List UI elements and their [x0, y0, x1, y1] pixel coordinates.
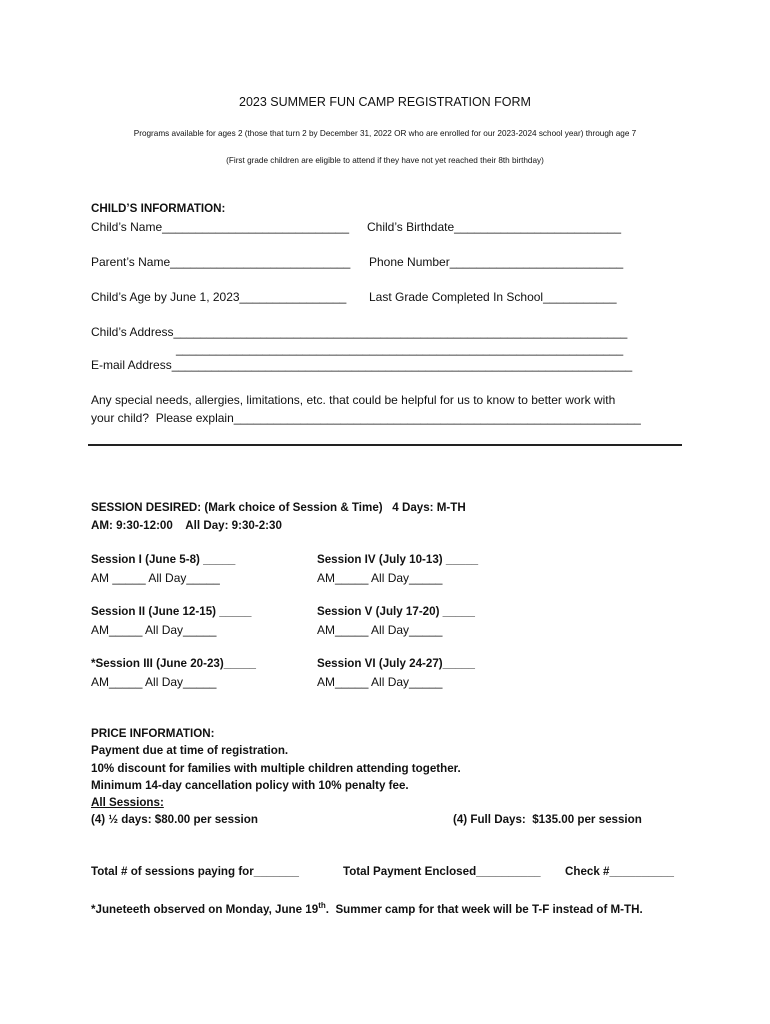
price-payment-note: Payment due at time of registration.: [91, 744, 289, 757]
check-number-field[interactable]: Check #__________: [565, 865, 674, 878]
session-4-field[interactable]: Session IV (July 10-13) _____: [317, 553, 479, 566]
session-4-options[interactable]: AM_____ All Day_____: [317, 571, 443, 585]
session-2-options[interactable]: AM_____ All Day_____: [91, 623, 217, 637]
last-grade-field[interactable]: Last Grade Completed In School___________: [369, 290, 617, 304]
childs-age-field[interactable]: Child’s Age by June 1, 2023________________: [91, 290, 347, 304]
age-eligibility-note: Programs available for ages 2 (those that turn 2 by December 31, 2022 OR who are enrolled for our 2023-2024 school year) through age 7: [133, 129, 637, 138]
price-cancellation-note: Minimum 14-day cancellation policy with 10% penalty fee.: [91, 779, 409, 792]
first-grade-note: (First grade children are eligible to attend if they have not yet reached their 8th birthday): [226, 156, 544, 165]
phone-number-field[interactable]: Phone Number__________________________: [369, 255, 624, 269]
address-line-2-field[interactable]: ___________________________________________________________________: [176, 342, 624, 356]
juneteenth-footnote: [91, 901, 643, 917]
total-payment-field[interactable]: Total Payment Enclosed__________: [343, 865, 541, 878]
footnote-superscript: th: [318, 901, 326, 910]
total-sessions-field[interactable]: Total # of sessions paying for_______: [91, 865, 299, 878]
special-needs-prompt: Any special needs, allergies, limitations, etc. that could be helpful for us to know to better work with: [91, 393, 616, 407]
all-sessions-label: All Sessions:: [91, 796, 164, 809]
session-3-options[interactable]: AM_____ All Day_____: [91, 675, 217, 689]
session-6-field[interactable]: Session VI (July 24-27)_____: [317, 657, 475, 670]
session-5-field[interactable]: Session V (July 17-20) _____: [317, 605, 475, 618]
special-needs-field[interactable]: your child? Please explain_____________________________________________________________: [91, 411, 641, 425]
childs-address-field[interactable]: Child’s Address____________________________________________________________________: [91, 325, 628, 339]
session-times: AM: 9:30-12:00 All Day: 9:30-2:30: [91, 519, 282, 532]
full-day-price: (4) Full Days: $135.00 per session: [453, 813, 642, 826]
childs-info-heading: CHILD’S INFORMATION:: [91, 202, 226, 215]
email-address-field[interactable]: E-mail Address_____________________________________________________________________: [91, 358, 633, 372]
session-6-options[interactable]: AM_____ All Day_____: [317, 675, 443, 689]
parents-name-field[interactable]: Parent’s Name___________________________: [91, 255, 351, 269]
session-1-field[interactable]: Session I (June 5-8) _____: [91, 553, 236, 566]
footnote-text: *Juneteeth observed on Monday, June 19: [91, 902, 319, 916]
price-heading: PRICE INFORMATION:: [91, 727, 215, 740]
footnote-text-end: . Summer camp for that week will be T-F instead of M-TH.: [325, 902, 643, 916]
session-3-field[interactable]: *Session III (June 20-23)_____: [91, 657, 256, 670]
price-discount-note: 10% discount for families with multiple children attending together.: [91, 762, 461, 775]
childs-birthdate-field[interactable]: Child’s Birthdate_________________________: [367, 220, 622, 234]
session-2-field[interactable]: Session II (June 12-15) _____: [91, 605, 252, 618]
session-5-options[interactable]: AM_____ All Day_____: [317, 623, 443, 637]
session-1-options[interactable]: AM _____ All Day_____: [91, 571, 220, 585]
session-heading: SESSION DESIRED: (Mark choice of Session & Time) 4 Days: M-TH: [91, 501, 466, 514]
form-title: 2023 SUMMER FUN CAMP REGISTRATION FORM: [239, 95, 531, 109]
half-day-price: (4) ½ days: $80.00 per session: [91, 813, 258, 826]
childs-name-field[interactable]: Child’s Name____________________________: [91, 220, 350, 234]
section-divider: [88, 444, 682, 446]
